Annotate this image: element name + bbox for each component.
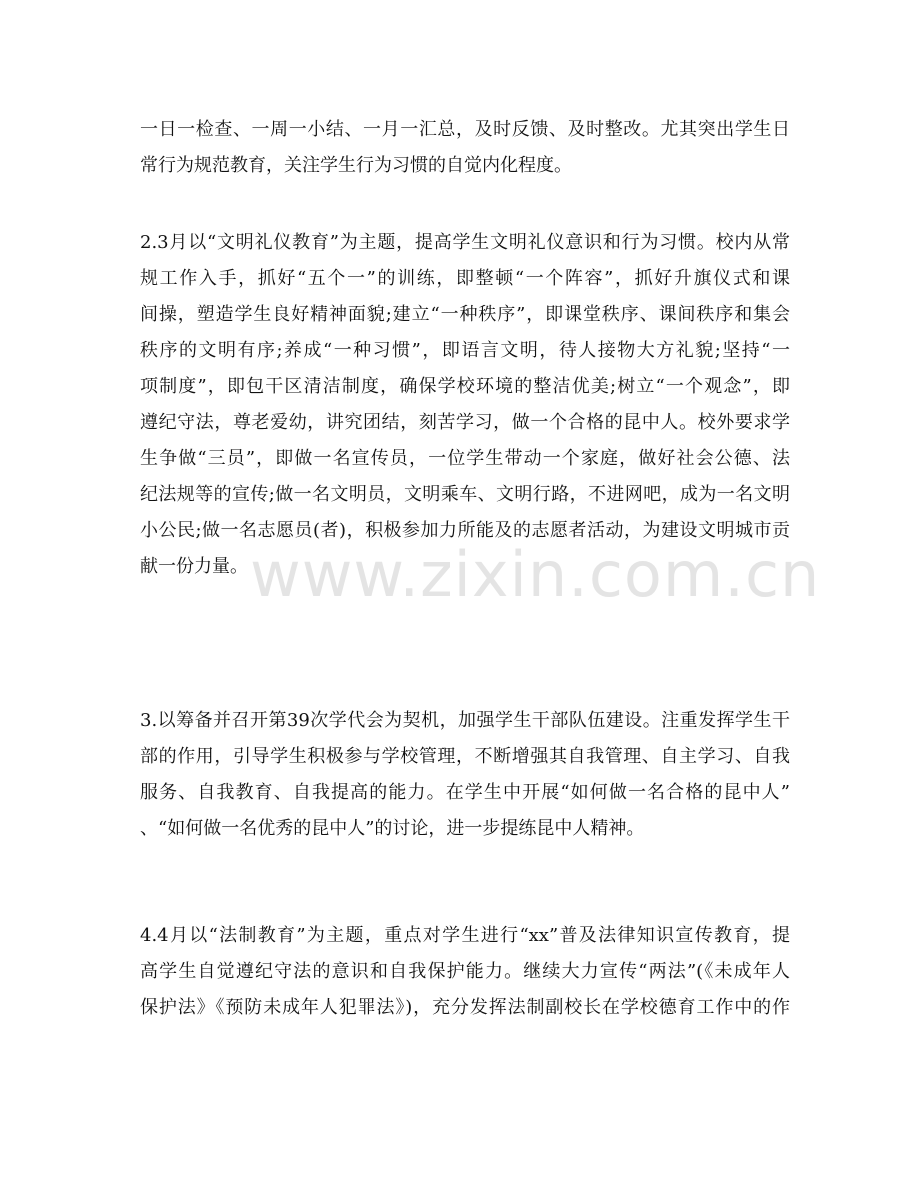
- text-line: 高学生自觉遵纪守法的意识和自我保护能力。继续大力宣传“两法”(《未成年人: [140, 961, 790, 982]
- text-line: 、“如何做一名优秀的昆中人”的讨论，进一步提练昆中人精神。: [140, 818, 645, 839]
- text-line: 生争做“三员”，即做一名宣传员，一位学生带动一个家庭，做好社会公德、法: [140, 448, 790, 469]
- text-line: 服务、自我教育、自我提高的能力。在学生中开展“如何做一名合格的昆中人”: [140, 782, 790, 803]
- text-line: 规工作入手，抓好“五个一”的训练，即整顿“一个阵容”，抓好升旗仪式和课: [140, 268, 790, 289]
- text-line: 间操，塑造学生良好精神面貌;建立“一种秩序”，即课堂秩序、课间秩序和集会: [140, 304, 790, 325]
- paragraph-3: [140, 703, 790, 847]
- text-line: 纪法规等的宣传;做一名文明员，文明乘车、文明行路，不进网吧，成为一名文明: [140, 484, 790, 505]
- paragraph-4: [140, 918, 790, 1026]
- text-line: 献一份力量。: [140, 556, 248, 577]
- text-line: 3.以筹备并召开第39次学代会为契机，加强学生干部队伍建设。注重发挥学生干: [140, 710, 790, 731]
- paragraph-1: [140, 112, 790, 184]
- text-line: 小公民;做一名志愿员(者)，积极参加力所能及的志愿者活动，为建设文明城市贡: [140, 520, 790, 541]
- paragraph-2: [140, 225, 790, 585]
- text-line: 遵纪守法，尊老爱幼，讲究团结，刻苦学习，做一个合格的昆中人。校外要求学: [140, 412, 790, 433]
- text-line: 项制度”，即包干区清洁制度，确保学校环境的整洁优美;树立“一个观念”，即: [140, 376, 790, 397]
- text-line: 秩序的文明有序;养成“一种习惯”，即语言文明，待人接物大方礼貌;坚持“一: [140, 340, 790, 361]
- text-line: 4.4月以“法制教育”为主题，重点对学生进行“xx”普及法律知识宣传教育，提: [140, 925, 790, 946]
- text-line: 2.3月以“文明礼仪教育”为主题，提高学生文明礼仪意识和行为习惯。校内从常: [140, 232, 790, 253]
- text-line: 保护法》《预防未成年人犯罪法》)，充分发挥法制副校长在学校德育工作中的作: [140, 997, 790, 1018]
- text-line: 部的作用，引导学生积极参与学校管理，不断增强其自我管理、自主学习、自我: [140, 746, 790, 767]
- watermark: www.zixin.com.cn: [250, 538, 821, 611]
- text-line: 常行为规范教育，关注学生行为习惯的自觉内化程度。: [140, 155, 572, 176]
- text-line: 一日一检查、一周一小结、一月一汇总，及时反馈、及时整改。尤其突出学生日: [140, 119, 790, 140]
